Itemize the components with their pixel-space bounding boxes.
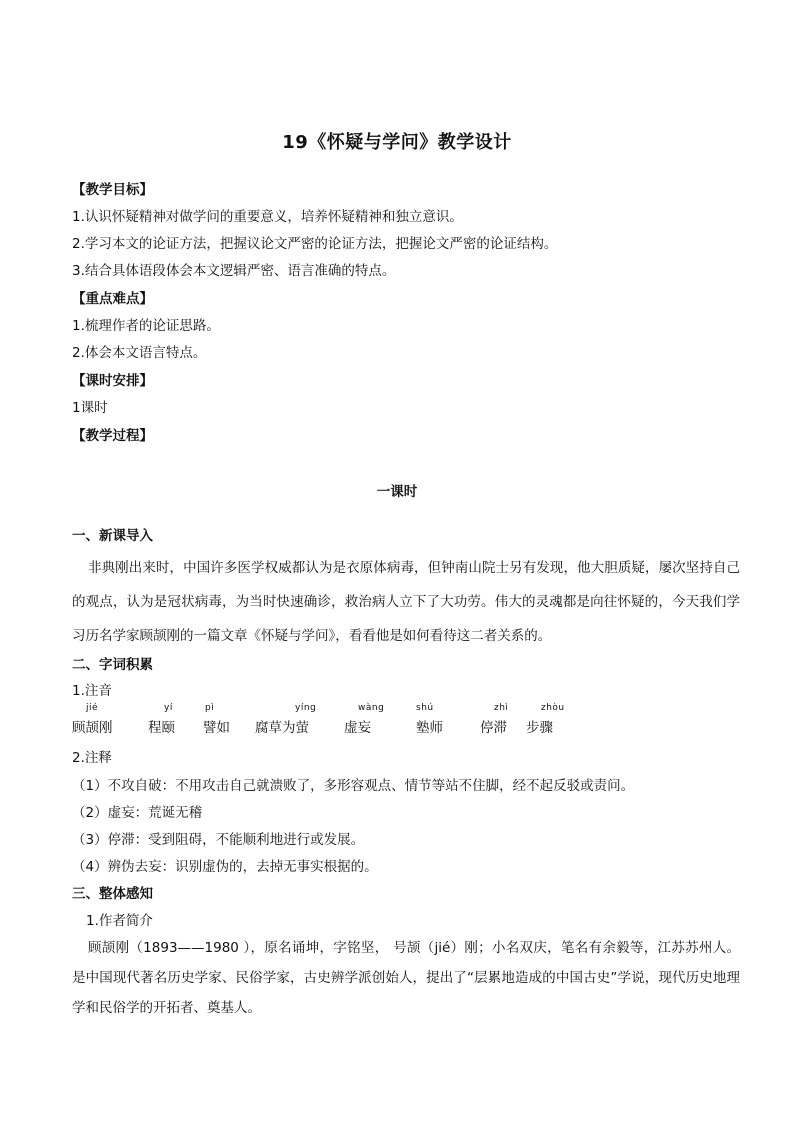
pinyin-word: yíng 腐草为萤 [255,703,317,736]
goal-item: 2.学习本文的论证方法，把握议论文严密的论证方法，把握论文严密的论证结构。 [72,236,558,252]
lesson-title: 一课时 [376,484,418,500]
author-paragraph: 顾颉刚（1893——1980 ），原名诵坤，字铭坚， 号颉（jié）刚；小名双庆，笔名有余毅等，江苏苏州人。是中国现代著名历史学家、民俗学家，古史辨学派创始人，提出了“层累地造成的中国古史”学说，现代历史地理学和民俗学的开拓者、奠基人。 [72,940,740,1016]
key-item: 2.体会本文语言特点。 [72,345,207,361]
intro-paragraph: 非典刚出来时，中国许多医学权威都认为是衣原体病毒，但钟南山院士另有发现，他大胆质疑，屡次坚持自己的观点，认为是冠状病毒，为当时快速确诊，救治病人立下了大功劳。伟大的灵魂都是向往怀疑的，今天我们学习历名学家顾颉刚的一篇文章《怀疑与学问》，看看他是如何看待这二者关系的。 [72,560,740,644]
pinyin-row [72,703,672,740]
pinyin-word: jié 顾颉刚 [72,703,113,736]
schedule-heading: 【课时安排】 [72,373,153,389]
pinyin-word: zhì 停滞 [480,703,509,736]
pinyin-word: yí 程颐 [148,703,175,736]
note-item: （2）虚妄：荒诞无稽 [72,805,203,821]
note-item: （3）停滞：受到阻碍，不能顺利地进行或发展。 [72,832,365,848]
note-item: （4）辨伪去妄：识别虚伪的，去掉无事实根据的。 [72,859,378,875]
goal-item: 3.结合具体语段体会本文逻辑严密、语言准确的特点。 [72,263,396,279]
key-heading: 【重点难点】 [72,291,153,307]
note-item: （1）不攻自破：不用攻击自己就溃败了，多形容观点、情节等站不住脚，经不起反驳或责问。 [72,778,635,794]
pinyin-word: zhòu 步骤 [526,703,565,736]
goals-heading: 【教学目标】 [72,182,153,198]
intro-heading: 一、新课导入 [72,528,153,544]
process-heading: 【教学过程】 [72,428,153,444]
key-item: 1.梳理作者的论证思路。 [72,318,220,334]
schedule-text: 1课时 [72,400,108,416]
author-heading: 1.作者简介 [86,913,153,929]
pinyin-heading: 1.注音 [72,683,112,699]
pinyin-word: shú 塾师 [416,703,443,736]
pinyin-word: pì 譬如 [203,703,230,736]
overall-heading: 三、整体感知 [72,886,153,902]
document-title: 19《怀疑与学问》教学设计 [282,132,512,153]
notes-heading: 2.注释 [72,750,112,766]
vocab-heading: 二、字词积累 [72,657,153,673]
pinyin-word: wàng 虚妄 [344,703,385,736]
goal-item: 1.认识怀疑精神对做学问的重要意义，培养怀疑精神和独立意识。 [72,209,463,225]
